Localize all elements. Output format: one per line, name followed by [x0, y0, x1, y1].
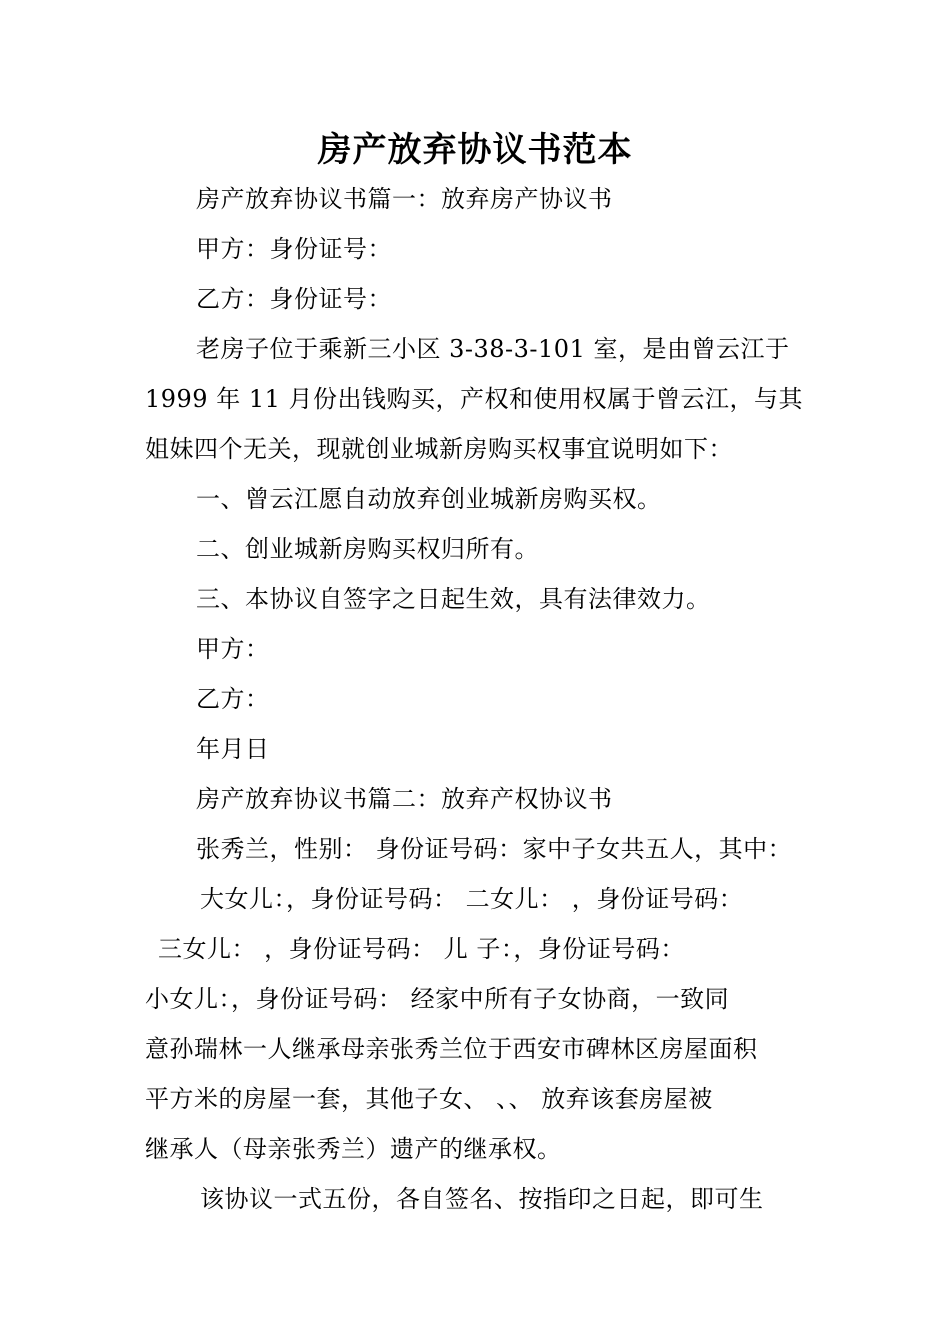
- section-one-heading: 房产放弃协议书篇一：放弃房产协议书: [196, 185, 613, 213]
- clause-two: 二、创业城新房购买权归所有。: [196, 535, 539, 563]
- paragraph-line: 继承人（母亲张秀兰）遗产的继承权。: [145, 1135, 562, 1163]
- paragraph-line: 张秀兰，性别： 身份证号码：家中子女共五人，其中：: [196, 835, 793, 863]
- party-a-id-line: 甲方：身份证号：: [196, 235, 392, 263]
- paragraph-line: 平方米的房屋一套，其他子女、 、、 放弃该套房屋被: [145, 1085, 713, 1113]
- signature-date: 年月日: [196, 735, 270, 763]
- paragraph-line: 小女儿：，身份证号码： 经家中所有子女协商，一致同: [145, 985, 730, 1013]
- paragraph-line: 意孙瑞林一人继承母亲张秀兰位于西安市碑林区房屋面积: [145, 1035, 758, 1063]
- paragraph-line: 该协议一式五份，各自签名、按指印之日起，即可生: [200, 1185, 764, 1213]
- paragraph-line: 三女儿： ，身份证号码： 儿 子：，身份证号码：: [158, 935, 685, 963]
- clause-three: 三、本协议自签字之日起生效，具有法律效力。: [196, 585, 711, 613]
- party-b-id-line: 乙方：身份证号：: [196, 285, 392, 313]
- signature-party-b: 乙方：: [196, 685, 270, 713]
- paragraph-line: 1999 年 11 月份出钱购买，产权和使用权属于曾云江，与其: [145, 385, 804, 413]
- document-title: 房产放弃协议书范本: [317, 130, 633, 170]
- section-two-heading: 房产放弃协议书篇二：放弃产权协议书: [196, 785, 613, 813]
- paragraph-line: 姐妹四个无关，现就创业城新房购买权事宜说明如下：: [145, 435, 733, 463]
- paragraph-line: 大女儿：，身份证号码： 二女儿： ，身份证号码：: [200, 885, 744, 913]
- signature-party-a: 甲方：: [196, 635, 270, 663]
- paragraph-line: 老房子位于乘新三小区 3-38-3-101 室，是由曾云江于: [196, 335, 790, 363]
- clause-one: 一、曾云江愿自动放弃创业城新房购买权。: [196, 485, 662, 513]
